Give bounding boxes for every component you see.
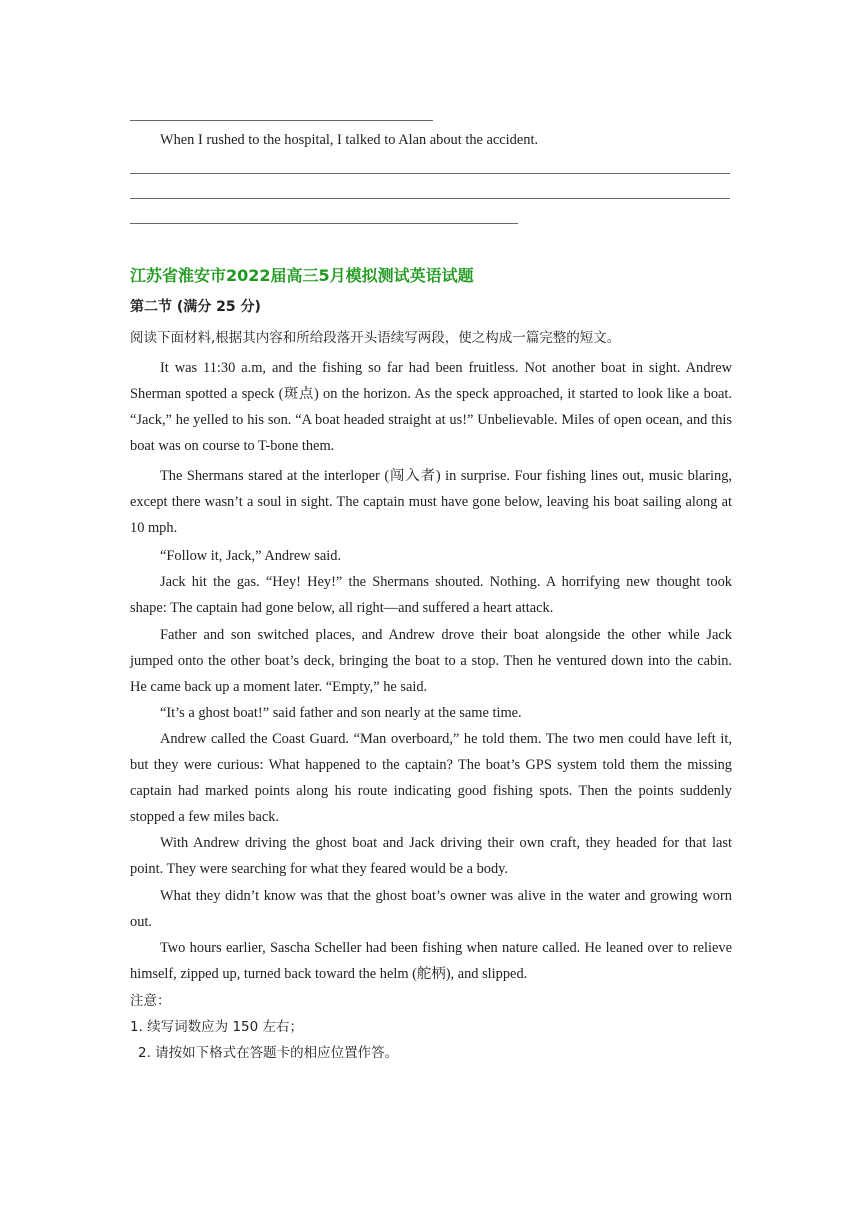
exam-title: 江苏省淮安市2022届高三5月模拟测试英语试题 <box>130 266 474 285</box>
instruction-text: 阅读下面材料,根据其内容和所给段落开头语续写两段，使之构成一篇完整的短文。 <box>130 330 621 346</box>
passage-paragraph: The Shermans stared at the interloper (闯入者) in surprise. Four fishing lines out, music blaring, except there wasn’t a soul in sight. The captain must have gone below, leaving his boat sailing along at 10 mph. <box>130 468 732 536</box>
answer-line <box>130 198 730 199</box>
passage-paragraph: Jack hit the gas. “Hey! Hey!” the Shermans shouted. Nothing. A horrifying new thought took shape: The captain had gone below, all right—and suffered a heart attack. <box>130 574 732 616</box>
passage-paragraph: “Follow it, Jack,” Andrew said. <box>160 548 342 564</box>
section-heading: 第二节 (满分 25 分) <box>130 299 261 315</box>
note-item: 2. 请按如下格式在答题卡的相应位置作答。 <box>138 1045 399 1061</box>
passage-paragraph: What they didn’t know was that the ghost boat’s owner was alive in the water and growing worn out. <box>130 888 732 930</box>
answer-line <box>130 120 433 121</box>
passage-paragraph: “It’s a ghost boat!” said father and son nearly at the same time. <box>160 705 522 721</box>
passage-paragraph: Two hours earlier, Sascha Scheller had been fishing when nature called. He leaned over to relieve himself, zipped up, turned back toward the helm (舵柄), and slipped. <box>130 940 732 982</box>
answer-line <box>130 223 518 224</box>
passage-paragraph: With Andrew driving the ghost boat and Jack driving their own craft, they headed for that last point. They were searching for what they feared would be a body. <box>130 835 732 877</box>
note-item: 1. 续写词数应为 150 左右； <box>130 1019 304 1035</box>
continuation-prompt: When I rushed to the hospital, I talked to Alan about the accident. <box>160 132 539 148</box>
passage-paragraph: Andrew called the Coast Guard. “Man overboard,” he told them. The two men could have left it, but they were curious: What happened to the captain? The boat’s GPS system told them the missing captain had marked points along his route indicating good fishing spots. Then the points suddenly stopped a few miles back. <box>130 731 732 825</box>
passage-paragraph: Father and son switched places, and Andrew drove their boat alongside the other while Jack jumped onto the other boat’s deck, bringing the boat to a stop. Then he ventured down into the cabin. He came back up a moment later. “Empty,” he said. <box>130 627 732 695</box>
notes-heading: 注意： <box>130 993 171 1009</box>
answer-line <box>130 173 730 174</box>
passage-paragraph: It was 11:30 a.m, and the fishing so far had been fruitless. Not another boat in sight. Andrew Sherman spotted a speck (斑点) on the horizon. As the speck approached, it started to look like a boat. “Jack,” he yelled to his son. “A boat headed straight at us!” Unbelievable. Miles of open ocean, and this boat was on course to T-bone them. <box>130 360 732 454</box>
